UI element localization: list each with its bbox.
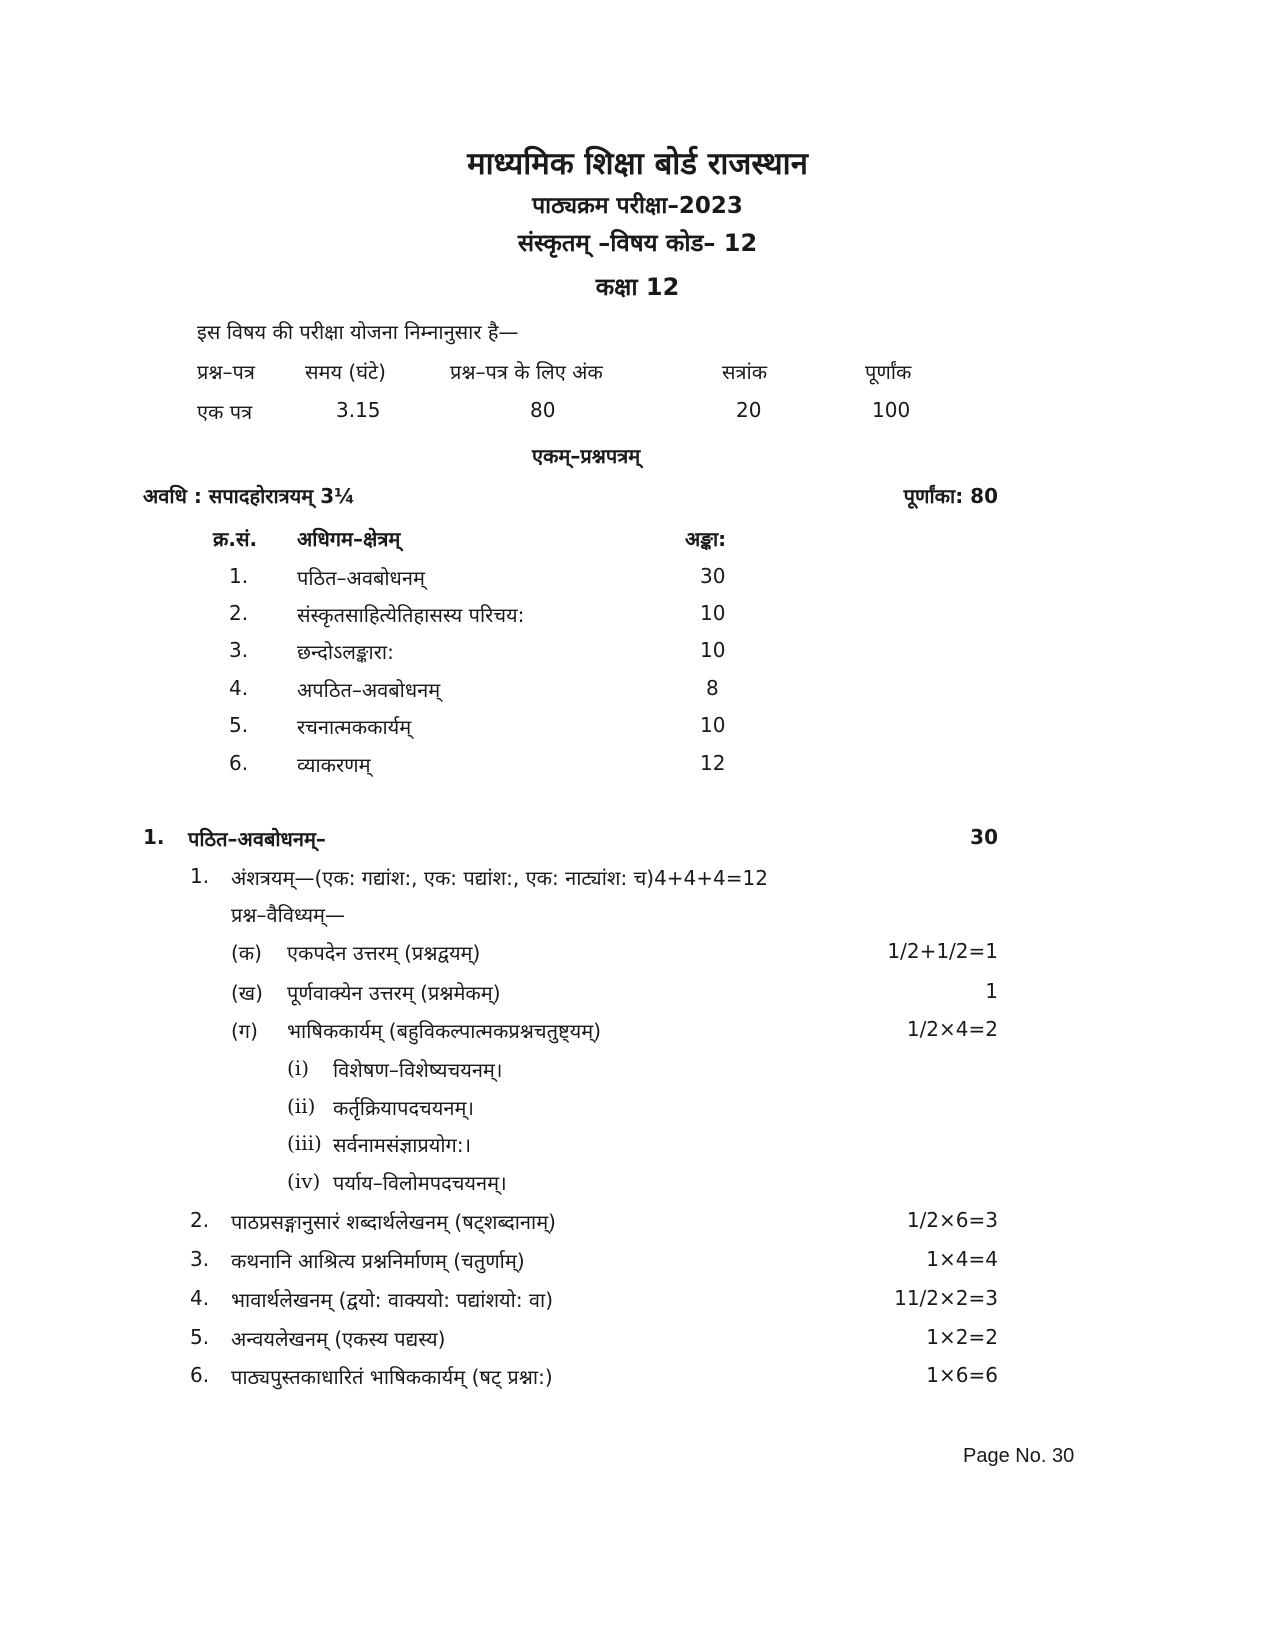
roman-text: कर्तृक्रियापदचयनम्। [333, 1096, 474, 1120]
sub-item-text: भाषिककार्यम् (बहुविकल्पात्मकप्रश्नचतुष्ट्यम्) [287, 1019, 602, 1043]
areas-cell-marks: 30 [700, 564, 726, 588]
areas-cell-name: पठित–अवबोधनम् [297, 566, 425, 590]
scheme-cell: 100 [872, 398, 911, 422]
item-text: पाठ्यपुस्तकाधारितं भाषिककार्यम् (षट् प्रश्ना:) [231, 1365, 553, 1389]
areas-cell-name: अपठित–अवबोधनम् [297, 678, 441, 702]
item-text: भावार्थलेखनम् (द्वयो: वाक्ययो: पद्यांशयो: वा) [231, 1288, 554, 1312]
roman-text: सर्वनामसंज्ञाप्रयोग:। [333, 1133, 472, 1157]
roman-text: विशेषण–विशेष्यचयनम्। [333, 1058, 503, 1082]
sub-item-marks: 1/2+1/2=1 [887, 939, 998, 963]
areas-cell-num: 5. [229, 713, 249, 737]
scheme-cell: एक पत्र [197, 400, 253, 424]
item-number: 1. [190, 864, 210, 888]
roman-number: (iii) [287, 1131, 322, 1155]
sub-item-text: पूर्णवाक्येन उत्तरम् (प्रश्नमेकम्) [287, 981, 501, 1005]
item-marks: 1×6=6 [926, 1363, 998, 1387]
sub-item-text: एकपदेन उत्तरम् (प्रश्नद्वयम्) [287, 941, 481, 965]
scheme-cell: 3.15 [336, 398, 381, 422]
areas-cell-marks: 10 [700, 638, 726, 662]
areas-cell-marks: 8 [706, 676, 719, 700]
item-marks: 1×4=4 [926, 1247, 998, 1271]
areas-cell-num: 6. [229, 751, 249, 775]
roman-number: (iv) [287, 1169, 321, 1193]
item-text: पाठप्रसङ्गानुसारं शब्दार्थलेखनम् (षट्शब्दानाम्) [231, 1210, 556, 1234]
areas-cell-num: 2. [229, 601, 249, 625]
sub-item-marks: 1 [985, 979, 998, 1003]
class-title: कक्षा 12 [595, 273, 680, 301]
paper-total: पूर्णांका: 80 [903, 484, 998, 508]
scheme-header-cell: प्रश्न–पत्र के लिए अंक [450, 360, 603, 384]
board-title: माध्यमिक शिक्षा बोर्ड राजस्थान [467, 146, 808, 182]
sub-item-label: (क) [231, 941, 262, 965]
paper-duration: अवधि : सपादहोरात्रयम् 3¼ [143, 484, 355, 508]
item-marks: 1×2=2 [926, 1325, 998, 1349]
section-marks: 30 [970, 825, 998, 849]
item-text: कथनानि आश्रित्य प्रश्ननिर्माणम् (चतुर्णाम्) [231, 1249, 525, 1273]
item-text: अन्वयलेखनम् (एकस्य पद्यस्य) [231, 1327, 446, 1351]
scheme-intro: इस विषय की परीक्षा योजना निम्नानुसार है— [197, 320, 519, 344]
question-variety-label: प्रश्न–वैविध्यम्— [231, 903, 346, 927]
areas-header-cell: क्र.सं. [213, 527, 258, 551]
roman-text: पर्याय–विलोमपदचयनम्। [333, 1171, 507, 1195]
item-number: 4. [190, 1286, 210, 1310]
roman-number: (i) [287, 1056, 310, 1080]
areas-cell-marks: 12 [700, 751, 726, 775]
sub-item-marks: 1/2×4=2 [906, 1017, 998, 1041]
scheme-header-cell: प्रश्न–पत्र [197, 360, 255, 384]
areas-header-cell: अधिगम–क्षेत्रम् [297, 527, 401, 551]
areas-cell-name: व्याकरणम् [297, 753, 371, 777]
areas-cell-marks: 10 [700, 601, 726, 625]
item-number: 5. [190, 1325, 210, 1349]
roman-number: (ii) [287, 1094, 316, 1118]
areas-header-cell: अङ्का: [685, 527, 727, 551]
areas-cell-marks: 10 [700, 713, 726, 737]
areas-cell-name: छन्दोऽलङ्कारा: [297, 640, 394, 664]
areas-cell-num: 1. [229, 564, 249, 588]
item-text: अंशत्रयम्—(एक: गद्यांश:, एक: पद्यांश:, एक: नाट्यांश: च)4+4+4=12 [231, 866, 768, 890]
scheme-cell: 80 [530, 398, 556, 422]
sub-item-label: (ग) [231, 1019, 258, 1043]
item-number: 2. [190, 1208, 210, 1232]
paper-title: एकम्–प्रश्नपत्रम् [532, 444, 641, 468]
areas-cell-name: संस्कृतसाहित्येतिहासस्य परिचय: [297, 603, 525, 627]
item-marks: 1/2×6=3 [906, 1208, 998, 1232]
areas-cell-name: रचनात्मककार्यम् [297, 715, 412, 739]
section-title: पठित–अवबोधनम्– [188, 827, 326, 851]
exam-title: पाठ्यक्रम परीक्षा–2023 [532, 193, 743, 219]
scheme-header-cell: सत्रांक [722, 360, 768, 384]
section-number: 1. [143, 825, 165, 849]
page-number: Page No. 30 [963, 1445, 1075, 1467]
item-number: 3. [190, 1247, 210, 1271]
areas-cell-num: 3. [229, 638, 249, 662]
scheme-header-cell: समय (घंटे) [305, 360, 386, 384]
scheme-cell: 20 [736, 398, 762, 422]
item-marks: 11/2×2=3 [894, 1286, 998, 1310]
areas-cell-num: 4. [229, 676, 249, 700]
scheme-header-cell: पूर्णांक [865, 360, 912, 384]
subject-title: संस्कृतम् –विषय कोड– 12 [517, 229, 758, 257]
item-number: 6. [190, 1363, 210, 1387]
sub-item-label: (ख) [231, 981, 263, 1005]
